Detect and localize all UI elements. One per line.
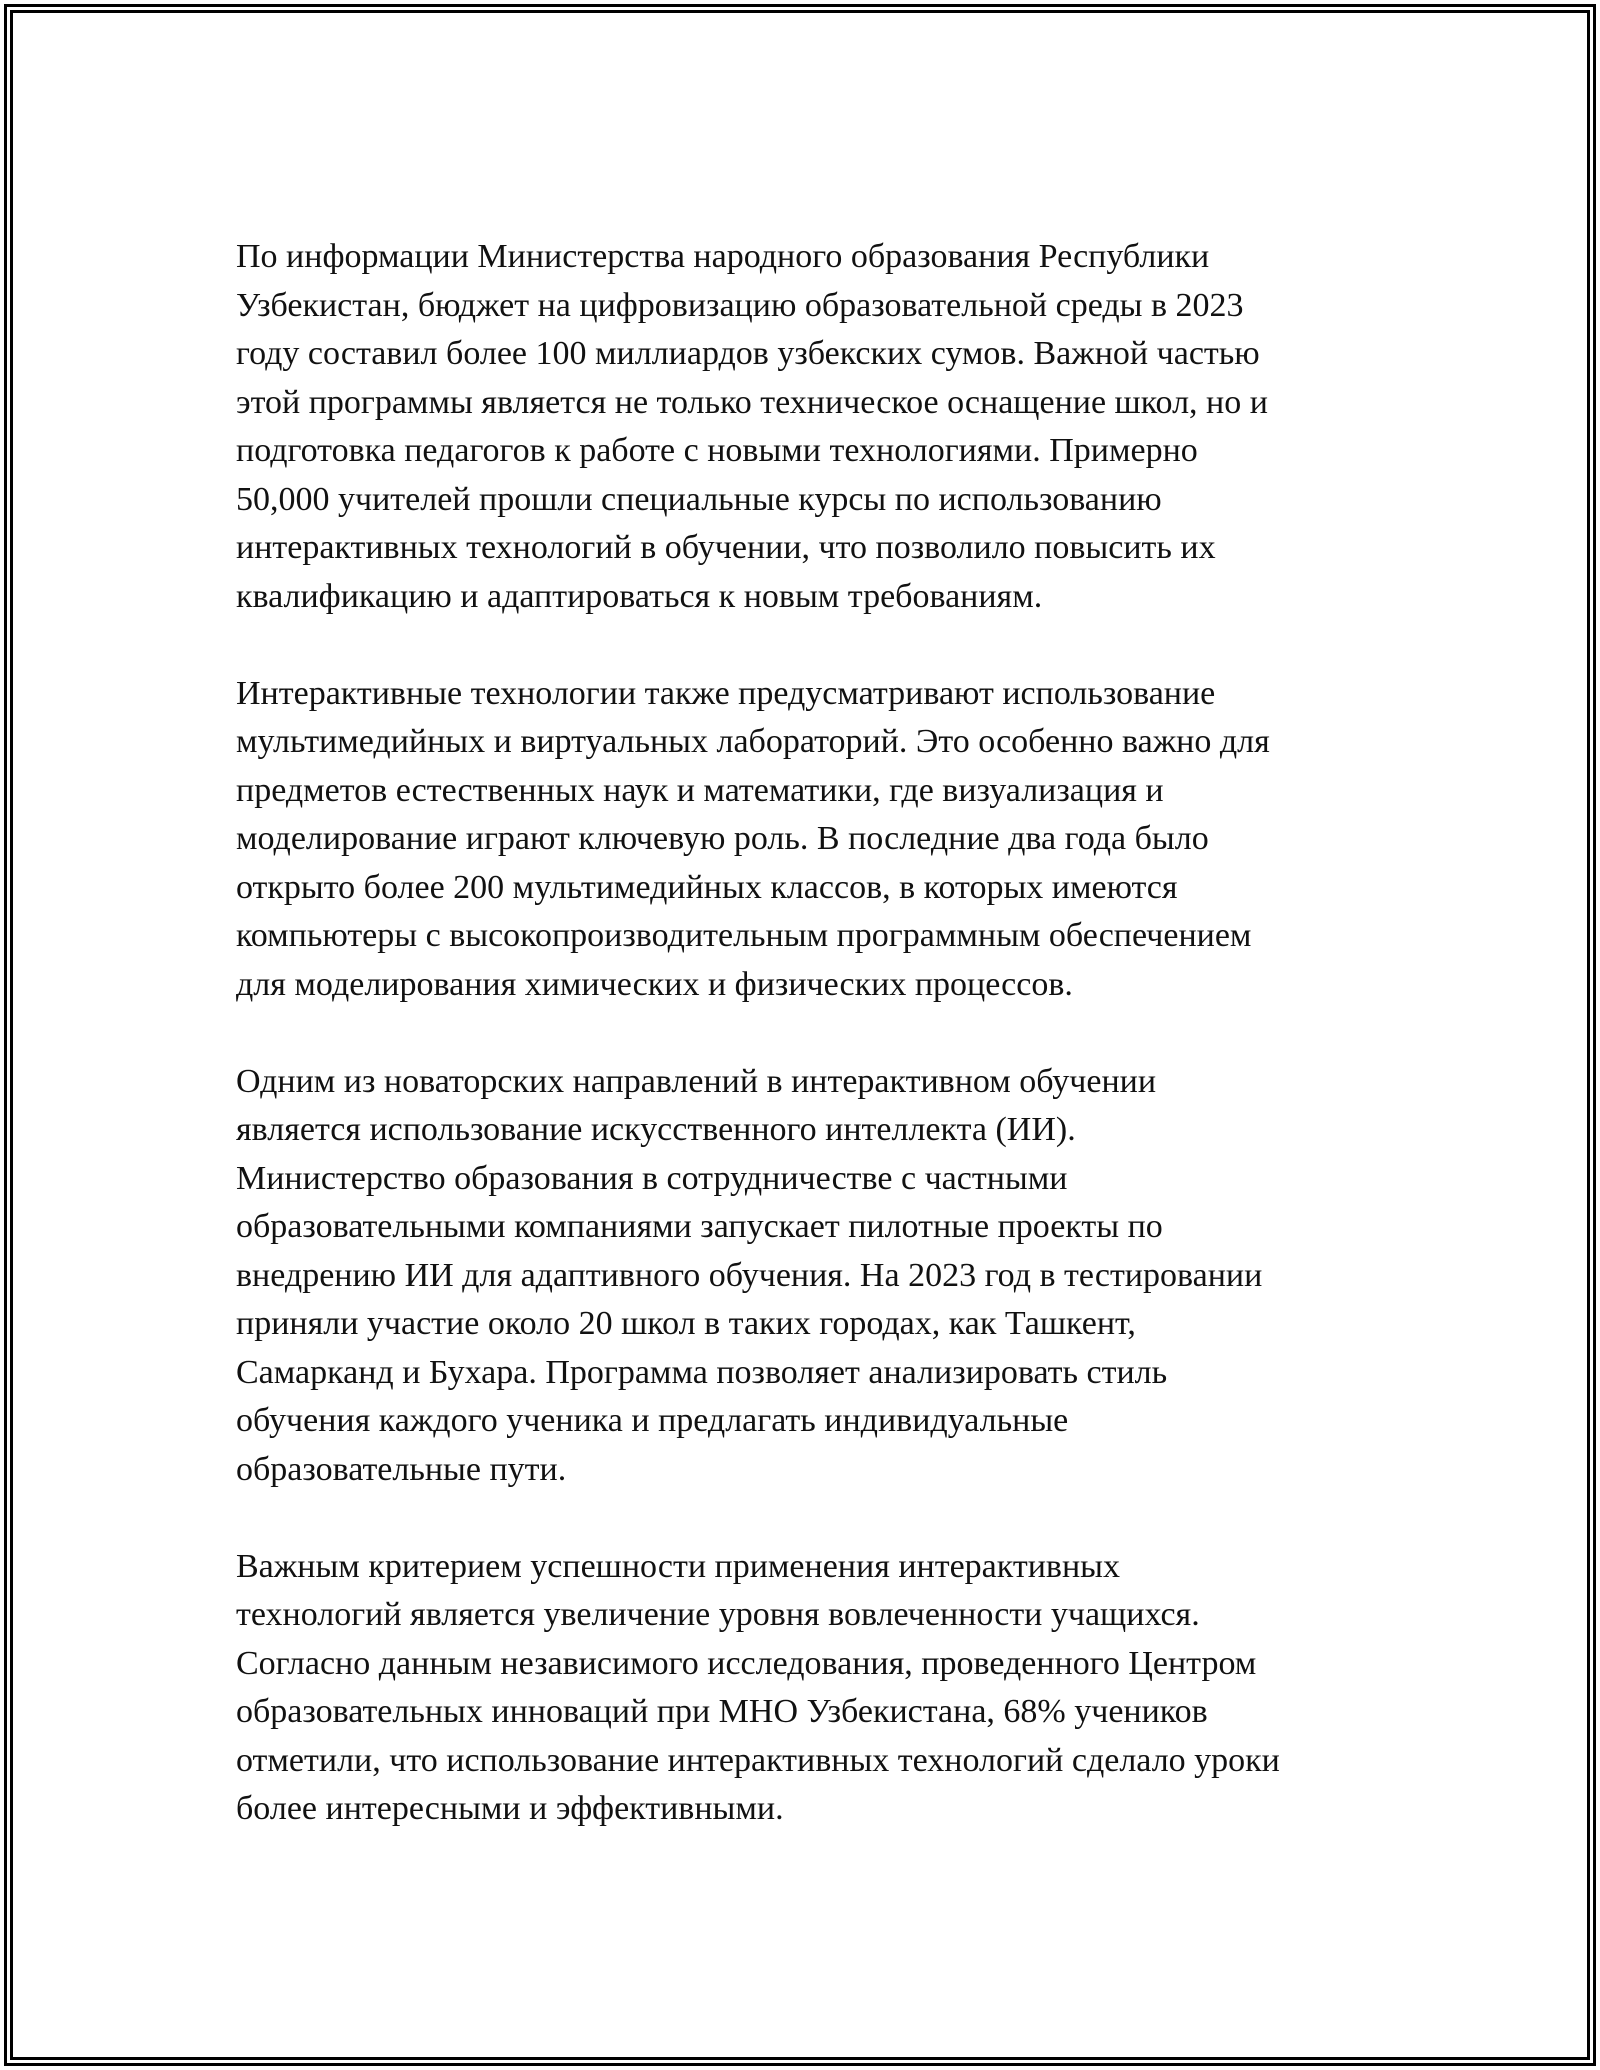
text-line: По информации Министерства народного образования Республики xyxy=(236,238,1210,275)
text-line: обучения каждого ученика и предлагать индивидуальные xyxy=(236,1402,1069,1439)
paragraph-3 xyxy=(236,1058,1386,1495)
text-line: компьютеры с высокопроизводительным программным обеспечением xyxy=(236,917,1252,954)
text-line: внедрению ИИ для адаптивного обучения. На 2023 год в тестировании xyxy=(236,1256,1263,1294)
text-line: Важным критерием успешности применения интерактивных xyxy=(236,1547,1120,1585)
text-line: приняли участие около 20 школ в таких городах, как Ташкент, xyxy=(236,1305,1136,1342)
text-line: предметов естественных наук и математики, где визуализация и xyxy=(236,771,1164,809)
text-line: Самарканд и Бухара. Программа позволяет анализировать стиль xyxy=(236,1353,1168,1391)
text-line: образовательных инноваций при МНО Узбекистана, 68% учеников xyxy=(236,1693,1208,1730)
text-line: 50,000 учителей прошли специальные курсы по использованию xyxy=(236,480,1162,518)
text-line: открыто более 200 мультимедийных классов, в которых имеются xyxy=(236,868,1178,906)
paragraph-4 xyxy=(236,1543,1386,1834)
text-line: подготовка педагогов к работе с новыми технологиями. Примерно xyxy=(236,432,1198,469)
text-line: мультимедийных и виртуальных лабораторий. Это особенно важно для xyxy=(236,723,1270,760)
text-line: Одним из новаторских направлений в интерактивном обучении xyxy=(236,1062,1157,1100)
text-line: отметили, что использование интерактивных технологий сделало уроки xyxy=(236,1741,1280,1779)
text-line: для моделирования химических и физических процессов. xyxy=(236,965,1073,1003)
text-line: Интерактивные технологии также предусматривают использование xyxy=(236,674,1216,712)
paragraph-1 xyxy=(236,233,1386,621)
paragraph-2 xyxy=(236,670,1386,1010)
text-line: образовательными компаниями запускает пилотные проекты по xyxy=(236,1208,1163,1245)
document-body xyxy=(236,233,1386,1882)
text-line: квалификацию и адаптироваться к новым требованиям. xyxy=(236,577,1043,615)
text-line: этой программы является не только техническое оснащение школ, но и xyxy=(236,383,1268,421)
text-line: Согласно данным независимого исследования, проведенного Центром xyxy=(236,1644,1257,1682)
text-line: технологий является увеличение уровня вовлеченности учащихся. xyxy=(236,1596,1200,1633)
text-line: более интересными и эффективными. xyxy=(236,1790,784,1827)
text-line: образовательные пути. xyxy=(236,1450,567,1488)
text-line: Узбекистан, бюджет на цифровизацию образовательной среды в 2023 xyxy=(236,286,1244,324)
text-line: году составил более 100 миллиардов узбекских сумов. Важной частью xyxy=(236,335,1260,372)
text-line: Министерство образования в сотрудничестве с частными xyxy=(236,1159,1068,1197)
text-line: моделирование играют ключевую роль. В последние два года было xyxy=(236,820,1209,857)
text-line: интерактивных технологий в обучении, что позволило повысить их xyxy=(236,529,1216,566)
text-line: является использование искусственного интеллекта (ИИ). xyxy=(236,1111,1076,1148)
